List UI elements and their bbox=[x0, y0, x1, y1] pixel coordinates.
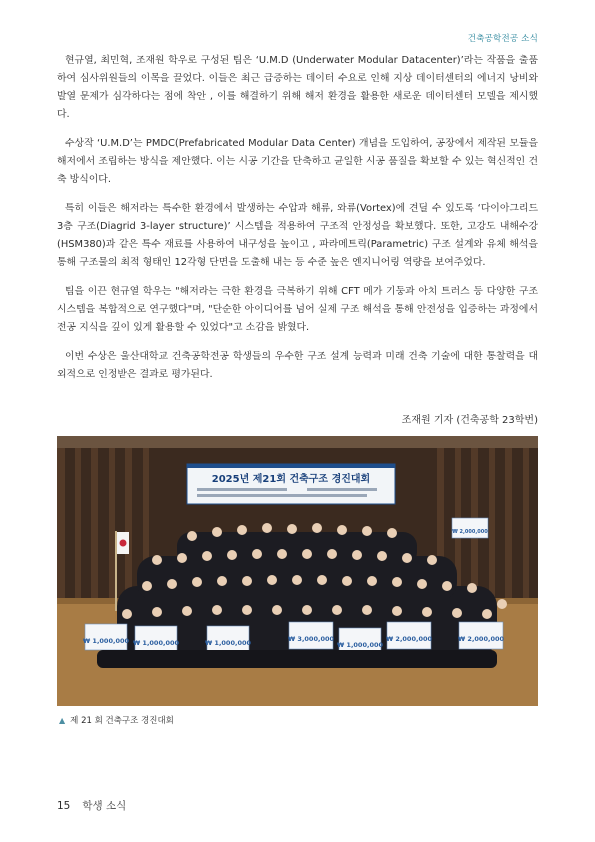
group-photo-illustration bbox=[57, 436, 538, 706]
prize-board-amount: ₩ 2,000,000 bbox=[457, 635, 505, 643]
paragraph: 이번 수상은 울산대학교 건축공학전공 학생들의 우수한 구조 설계 능력과 미래 건축 기술에 대한 통찰력을 대외적으로 인정받은 결과로 평가된다. bbox=[57, 351, 538, 380]
paragraph: 현규열, 최민혁, 조재원 학우로 구성된 팀은 ‘U.M.D (Underwater Modular Datacenter)’라는 작품을 출품하여 심사위원들의 이목을 끌었다. 이들은 최근 급증하는 데이터 수요로 인해 지상 데이터센터의 에너지 낭비와 발열 문제가 심각하다는 점에 착안 , 이를 해결하기 위해 해저 환경을 활용한 새로운 데이터센터 모델을 제시했다. bbox=[57, 55, 538, 120]
article-body bbox=[57, 52, 538, 395]
prize-board-amount: ₩ 2,000,000 bbox=[385, 635, 433, 643]
byline: 조재원 기자 (건축공학 23학번) bbox=[401, 415, 538, 426]
caption-text: 제 21 회 건축구조 경진대회 bbox=[70, 716, 174, 726]
prize-board-amount: ₩ 1,000,000 bbox=[82, 637, 130, 645]
page-footer bbox=[57, 798, 126, 813]
prize-board-amount: ₩ 3,000,000 bbox=[287, 635, 335, 643]
group-photo bbox=[57, 436, 538, 706]
photo-caption bbox=[59, 714, 174, 726]
prize-board-amount: ₩ 1,000,000 bbox=[204, 639, 252, 647]
prize-board-amount: ₩ 2,000,000 bbox=[452, 529, 488, 535]
triangle-icon: ▲ bbox=[59, 716, 66, 725]
prize-board-amount: ₩ 1,000,000 bbox=[336, 641, 384, 649]
footer-section: 학생 소식 bbox=[82, 800, 127, 812]
banner-title: 2025년 제21회 건축구조 경진대회 bbox=[211, 474, 371, 485]
paragraph: 특히 이들은 해저라는 특수한 환경에서 발생하는 수압과 해류, 와류(Vortex)에 견딜 수 있도록 ‘다이아그리드 3층 구조(Diagrid 3-layer structure)’ 시스템을 적용하여 구조적 안정성을 확보했다. 또한, 고강도 내해수강(HSM380)과 같은 특수 재료를 사용하여 내구성을 높이고 , 파라메트릭(Parametric) 구조 설계와 유체 해석을 통해 구조물의 최적 형태인 12각형 단면을 도출해 내는 등 수준 높은 엔지니어링 역량을 보여주었다. bbox=[57, 203, 538, 268]
prize-board-amount: ₩ 1,000,000 bbox=[132, 639, 180, 647]
paragraph: 팀을 이끈 현규열 학우는 "해저라는 극한 환경을 극복하기 위해 CFT 메가 기둥과 아치 트러스 등 다양한 구조 시스템을 복합적으로 연구했다"며, "단순한 아이디어를 넘어 실제 구조 해석을 통해 안전성을 입증하는 과정에서 전공 지식을 깊이 있게 활용할 수 있었다"고 소감을 밝혔다. bbox=[57, 286, 538, 333]
section-header: 건축공학전공 소식 bbox=[467, 34, 538, 44]
page-number: 15 bbox=[57, 800, 71, 812]
paragraph: 수상작 ‘U.M.D’는 PMDC(Prefabricated Modular Data Center) 개념을 도입하여, 공장에서 제작된 모듈을 해저에서 조립하는 방식을 제안했다. 이는 시공 기간을 단축하고 균일한 시공 품질을 확보할 수 있는 혁신적인 건축 방식이다. bbox=[57, 138, 538, 185]
